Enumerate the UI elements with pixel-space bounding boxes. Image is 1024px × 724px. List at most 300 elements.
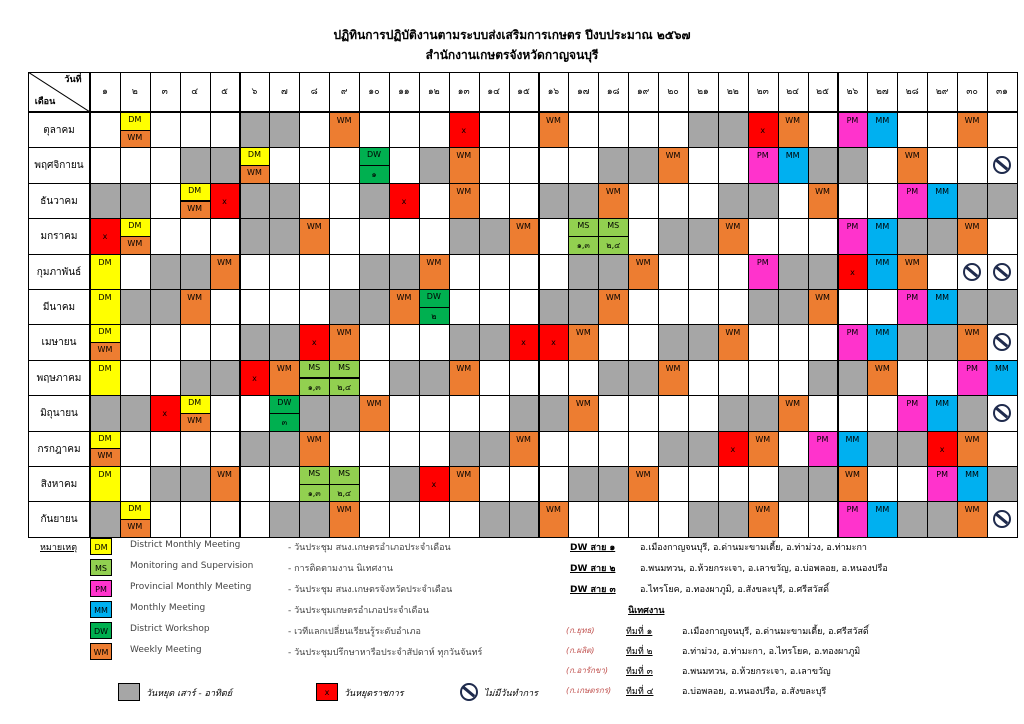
day-cell [509, 289, 540, 325]
header-day-number: ๑๔ [487, 87, 500, 97]
day-cell [658, 183, 689, 219]
dw-line-label: DW สาย ๒ [570, 564, 616, 574]
day-cell [389, 395, 420, 431]
day-cell [299, 254, 330, 290]
day-cell [808, 501, 839, 537]
day-sub-label: ๑,๓ [307, 488, 321, 498]
day-cell [957, 147, 988, 183]
day-cell [120, 147, 151, 183]
day-cell [897, 431, 928, 467]
day-code: MS [338, 362, 351, 372]
day-cell [778, 289, 809, 325]
day-code: WM [964, 222, 980, 232]
day-code: WM [456, 363, 472, 373]
day-cell [688, 183, 719, 219]
header-day-number: ๒ [131, 87, 138, 97]
team-role: (ก.เกษตรกร) [566, 686, 612, 695]
day-cell [150, 466, 181, 502]
day-code: x [431, 480, 437, 489]
day-code: WM [217, 470, 232, 479]
day-cell [568, 431, 599, 467]
day-code: MM [875, 505, 890, 515]
day-cell [509, 254, 540, 290]
day-cell [269, 112, 300, 148]
day-cell [180, 324, 211, 360]
day-cell [90, 501, 121, 537]
day-code: WM [725, 328, 741, 338]
day-cell [389, 324, 420, 360]
day-code: x [222, 196, 227, 206]
day-cell [748, 289, 779, 325]
month-name: กันยายน [40, 514, 78, 526]
day-cell [568, 254, 599, 290]
legend-holiday-swatch: x [316, 683, 338, 701]
day-cell [987, 466, 1018, 502]
day-cell [688, 466, 719, 502]
day-cell [120, 360, 151, 396]
day-code: WM [904, 257, 920, 267]
day-code: PM [846, 116, 859, 125]
day-cell [808, 324, 839, 360]
day-code: PM [846, 328, 859, 338]
day-cell [329, 218, 360, 254]
legend-item-desc: - วันประชุมปรึกษาหารือประจำสัปดาห์ ทุกวันจันทร์ [288, 648, 483, 658]
day-code: PM [936, 470, 948, 479]
day-cell [359, 324, 390, 360]
day-cell [987, 183, 1018, 219]
day-sub-label: ๒,๔ [606, 240, 621, 250]
day-cell [867, 147, 898, 183]
day-code: WM [516, 222, 531, 232]
day-code: x [551, 338, 556, 348]
day-code: DM [188, 185, 202, 195]
day-cell [419, 147, 450, 183]
day-cell [927, 147, 958, 183]
day-cell [688, 218, 719, 254]
day-cell [778, 218, 809, 254]
day-cell [479, 360, 510, 396]
header-day-number: ๒๒ [726, 87, 739, 97]
day-cell [359, 360, 390, 396]
team-name: ทีมที่ ๒ [626, 647, 653, 657]
day-cell [568, 147, 599, 183]
day-code: MM [875, 222, 890, 232]
day-code: WM [217, 257, 232, 267]
legend-swatch: MM [90, 601, 112, 618]
day-cell [688, 501, 719, 537]
day-cell [897, 112, 928, 148]
day-cell [240, 289, 271, 325]
day-code: DM [128, 115, 142, 124]
day-code: MS [577, 221, 590, 231]
day-cell [509, 147, 540, 183]
day-cell [718, 501, 749, 537]
day-code: x [850, 267, 855, 277]
day-code: WM [785, 399, 801, 409]
day-sub-label: WM [187, 203, 203, 213]
day-cell [808, 218, 839, 254]
day-code: WM [725, 222, 741, 232]
day-cell [90, 183, 121, 219]
day-cell [449, 395, 480, 431]
day-cell [778, 324, 809, 360]
day-cell [329, 395, 360, 431]
day-cell [240, 466, 271, 502]
day-cell [269, 501, 300, 537]
header-day-number: ๒๖ [846, 87, 859, 97]
day-code: PM [756, 257, 769, 267]
day-code: WM [605, 293, 621, 302]
team-role: (ก.ยุทธ) [566, 626, 595, 635]
day-cell [568, 112, 599, 148]
day-code: WM [785, 116, 801, 125]
day-cell [299, 147, 330, 183]
header-day-number: ๑๕ [517, 87, 530, 97]
day-cell [389, 431, 420, 467]
day-cell [598, 147, 629, 183]
day-cell [688, 324, 719, 360]
day-code: DW [367, 150, 382, 160]
month-name: สิงหาคม [40, 479, 78, 490]
day-cell [180, 360, 211, 396]
day-cell [210, 360, 241, 396]
day-cell [897, 466, 928, 502]
day-cell [150, 147, 181, 183]
day-code: x [401, 196, 407, 206]
day-cell [598, 360, 629, 396]
legend-weekend-swatch [118, 683, 140, 701]
day-cell [539, 289, 570, 325]
legend-swatch: DW [90, 622, 112, 639]
legend-item-name: Weekly Meeting [130, 645, 202, 655]
legend-item-desc: - การติดตามงาน นิเทศงาน [288, 564, 393, 574]
day-cell [120, 431, 151, 467]
day-cell [658, 218, 689, 254]
day-cell [838, 360, 869, 396]
day-cell [867, 289, 898, 325]
day-cell [329, 431, 360, 467]
day-code: MS [338, 469, 351, 478]
day-code: WM [546, 116, 561, 125]
day-cell [210, 501, 241, 537]
day-cell [688, 147, 719, 183]
day-code: PM [966, 363, 978, 373]
header-day-number: ๑๖ [547, 87, 560, 97]
day-code: MS [308, 469, 321, 478]
day-cell [299, 289, 330, 325]
day-cell [658, 431, 689, 467]
header-day-number: ๒๕ [816, 87, 829, 97]
header-day-number: ๒๘ [905, 87, 919, 97]
no-workday-icon [460, 683, 478, 701]
day-sub-label: ๑,๓ [307, 382, 321, 392]
day-cell [419, 395, 450, 431]
day-cell [120, 183, 151, 219]
header-day-number: ๒๑ [697, 87, 709, 97]
day-cell [479, 147, 510, 183]
day-sub-label: WM [127, 132, 143, 142]
day-code: PM [846, 505, 859, 515]
day-cell [299, 112, 330, 148]
page-subtitle: สำนักงานเกษตรจังหวัดกาญจนบุรี [425, 48, 599, 62]
day-cell [389, 218, 420, 254]
day-cell [778, 183, 809, 219]
day-cell [329, 183, 360, 219]
day-cell [359, 501, 390, 537]
day-cell [867, 466, 898, 502]
day-code: DM [98, 363, 112, 373]
day-cell [269, 147, 300, 183]
header-day-number: ๑ [102, 87, 108, 97]
day-cell [598, 112, 629, 148]
day-code: MM [875, 328, 890, 338]
header-day-number: ๒๔ [786, 87, 799, 97]
day-cell [539, 466, 570, 502]
day-cell [479, 324, 510, 360]
legend-item-name: Monthly Meeting [130, 603, 206, 613]
day-cell [688, 289, 719, 325]
day-cell [897, 324, 928, 360]
legend-weekend-text: วันหยุด เสาร์ - อาทิตย์ [146, 689, 233, 699]
day-code: MM [935, 293, 950, 302]
header-day-number: ๑๐ [368, 87, 380, 97]
day-cell [150, 501, 181, 537]
day-cell [150, 112, 181, 148]
day-cell [210, 112, 241, 148]
day-code: WM [815, 293, 830, 302]
day-cell [120, 254, 151, 290]
day-cell [867, 395, 898, 431]
day-cell [718, 395, 749, 431]
day-cell [539, 254, 570, 290]
header-day-number: ๑๘ [606, 87, 620, 97]
day-cell [658, 112, 689, 148]
legend-swatch: WM [90, 643, 112, 660]
day-code: WM [845, 470, 860, 479]
day-cell [90, 112, 121, 148]
day-cell [927, 254, 958, 290]
day-code: WM [964, 116, 980, 125]
header-day-number: ๙ [340, 87, 348, 97]
day-cell [658, 501, 689, 537]
day-code: WM [964, 328, 980, 338]
month-name: มีนาคม [42, 302, 76, 313]
legend-item-desc: - วันประชุม สนง.เกษตรอำเภอประจำเดือน [288, 543, 451, 553]
day-cell [539, 183, 570, 219]
day-cell [180, 501, 211, 537]
day-cell [628, 218, 659, 254]
day-cell [688, 254, 719, 290]
team-text: อ.เมืองกาญจนบุรี, อ.ด่านมะขามเตี้ย, อ.ศรีสวัสดิ์ [682, 627, 869, 637]
day-cell [329, 254, 360, 290]
day-code: MM [935, 399, 950, 409]
day-sub-label: ๒,๔ [337, 488, 352, 498]
day-cell [897, 501, 928, 537]
day-sub-label: WM [247, 168, 262, 178]
day-cell [509, 501, 540, 537]
day-cell [389, 466, 420, 502]
day-cell [419, 183, 450, 219]
header-day-number: ๔ [191, 87, 199, 97]
day-cell [628, 324, 659, 360]
day-cell [748, 466, 779, 502]
legend-item-name: District Workshop [130, 624, 210, 634]
day-cell [359, 218, 390, 254]
day-code: DM [98, 257, 112, 267]
day-cell [269, 254, 300, 290]
day-code: WM [575, 328, 591, 338]
day-cell [150, 431, 181, 467]
day-cell [90, 395, 121, 431]
day-code: x [521, 338, 526, 348]
header-day-number: ๘ [310, 87, 318, 97]
supervision-title: นิเทศงาน [628, 606, 665, 616]
day-cell [180, 112, 211, 148]
day-cell [240, 254, 271, 290]
day-code: WM [366, 399, 382, 409]
day-cell [628, 501, 659, 537]
day-cell [748, 395, 779, 431]
day-cell [718, 466, 749, 502]
day-cell [568, 183, 599, 219]
day-code: WM [635, 470, 651, 479]
day-code: WM [426, 257, 442, 267]
legend-swatch: PM [90, 580, 112, 597]
day-sub-label: ๑,๓ [576, 240, 590, 250]
day-cell [120, 289, 151, 325]
day-cell [359, 112, 390, 148]
day-code: DM [128, 221, 142, 231]
day-cell [718, 147, 749, 183]
day-cell [628, 431, 659, 467]
day-cell [748, 218, 779, 254]
day-cell [927, 324, 958, 360]
day-cell [598, 501, 629, 537]
day-cell [957, 395, 988, 431]
day-cell [688, 112, 719, 148]
legend-item-desc: - วันประชุมเกษตรอำเภอประจำเดือน [288, 606, 429, 616]
day-cell [838, 147, 869, 183]
day-cell [180, 218, 211, 254]
day-cell [957, 183, 988, 219]
day-cell [539, 147, 570, 183]
day-cell [628, 147, 659, 183]
day-cell [359, 431, 390, 467]
day-cell [778, 431, 809, 467]
day-cell [718, 360, 749, 396]
day-cell [269, 218, 300, 254]
day-code: WM [755, 505, 771, 515]
header-day-number: ๑๙ [636, 87, 650, 97]
day-code: MM [785, 151, 800, 161]
day-cell [897, 360, 928, 396]
day-cell [718, 289, 749, 325]
day-cell [568, 466, 599, 502]
day-cell [778, 466, 809, 502]
day-code: DW [277, 398, 292, 408]
team-name: ทีมที่ ๔ [626, 687, 654, 697]
day-cell [598, 324, 629, 360]
day-cell [269, 324, 300, 360]
team-text: อ.ท่าม่วง, อ.ท่ามะกา, อ.ไทรโยค, อ.ทองผาภูมิ [682, 647, 861, 657]
day-code: DM [188, 398, 202, 408]
day-cell [748, 183, 779, 219]
dw-line-text: อ.เมืองกาญจนบุรี, อ.ด่านมะขามเตี้ย, อ.ท่าม่วง, อ.ท่ามะกา [640, 543, 867, 553]
day-cell [449, 324, 480, 360]
legend-item-name: District Monthly Meeting [130, 540, 241, 550]
day-cell [628, 112, 659, 148]
month-name: มกราคม [40, 231, 78, 243]
day-cell [240, 112, 271, 148]
legend-swatch: MS [90, 559, 112, 576]
day-cell [778, 360, 809, 396]
month-name: กรกฎาคม [37, 443, 81, 455]
day-cell [269, 466, 300, 502]
day-cell [120, 466, 151, 502]
header-day-number: ๗ [280, 87, 288, 97]
day-code: x [102, 232, 108, 242]
month-name: กุมภาพันธ์ [36, 266, 82, 278]
day-cell [150, 218, 181, 254]
day-cell [688, 395, 719, 431]
day-cell [568, 289, 599, 325]
no-workday-icon [963, 263, 981, 281]
day-cell [90, 147, 121, 183]
day-cell [359, 254, 390, 290]
day-code: PM [846, 222, 859, 232]
day-cell [778, 501, 809, 537]
day-cell [838, 395, 869, 431]
team-text: อ.พนมทวน, อ.ห้วยกระเจา, อ.เลาขวัญ [682, 667, 831, 677]
header-day-number: ๖ [251, 87, 258, 97]
day-cell [269, 183, 300, 219]
day-cell [180, 147, 211, 183]
day-cell [509, 360, 540, 396]
day-cell [449, 289, 480, 325]
day-cell [269, 289, 300, 325]
day-code: WM [546, 505, 561, 515]
day-code: x [939, 444, 945, 454]
day-sub-label: WM [187, 415, 203, 425]
day-code: DM [98, 433, 112, 443]
day-cell [568, 501, 599, 537]
legend-swatch: DM [90, 538, 112, 555]
day-cell [210, 289, 241, 325]
day-sub-label: ๒ [431, 311, 437, 321]
day-cell [598, 395, 629, 431]
team-role: (ก.อารักขา) [566, 666, 609, 675]
day-cell [539, 360, 570, 396]
day-cell [628, 360, 659, 396]
legend-title: หมายเหตุ [40, 543, 78, 553]
day-cell [419, 431, 450, 467]
day-cell [449, 431, 480, 467]
header-day-number: ๒๓ [756, 87, 769, 97]
legend-item-desc: - เวทีแลกเปลี่ยนเรียนรู้ระดับอำเภอ [288, 627, 421, 637]
day-cell [389, 360, 420, 396]
day-cell [449, 254, 480, 290]
day-sub-label: ๑ [371, 170, 377, 180]
day-cell [509, 112, 540, 148]
day-cell [808, 360, 839, 396]
month-name: พฤศจิกายน [34, 160, 84, 172]
header-day-number: ๑๒ [428, 87, 440, 97]
day-cell [539, 431, 570, 467]
day-cell [838, 183, 869, 219]
day-cell [509, 466, 540, 502]
day-cell [539, 395, 570, 431]
day-code: WM [306, 222, 322, 232]
